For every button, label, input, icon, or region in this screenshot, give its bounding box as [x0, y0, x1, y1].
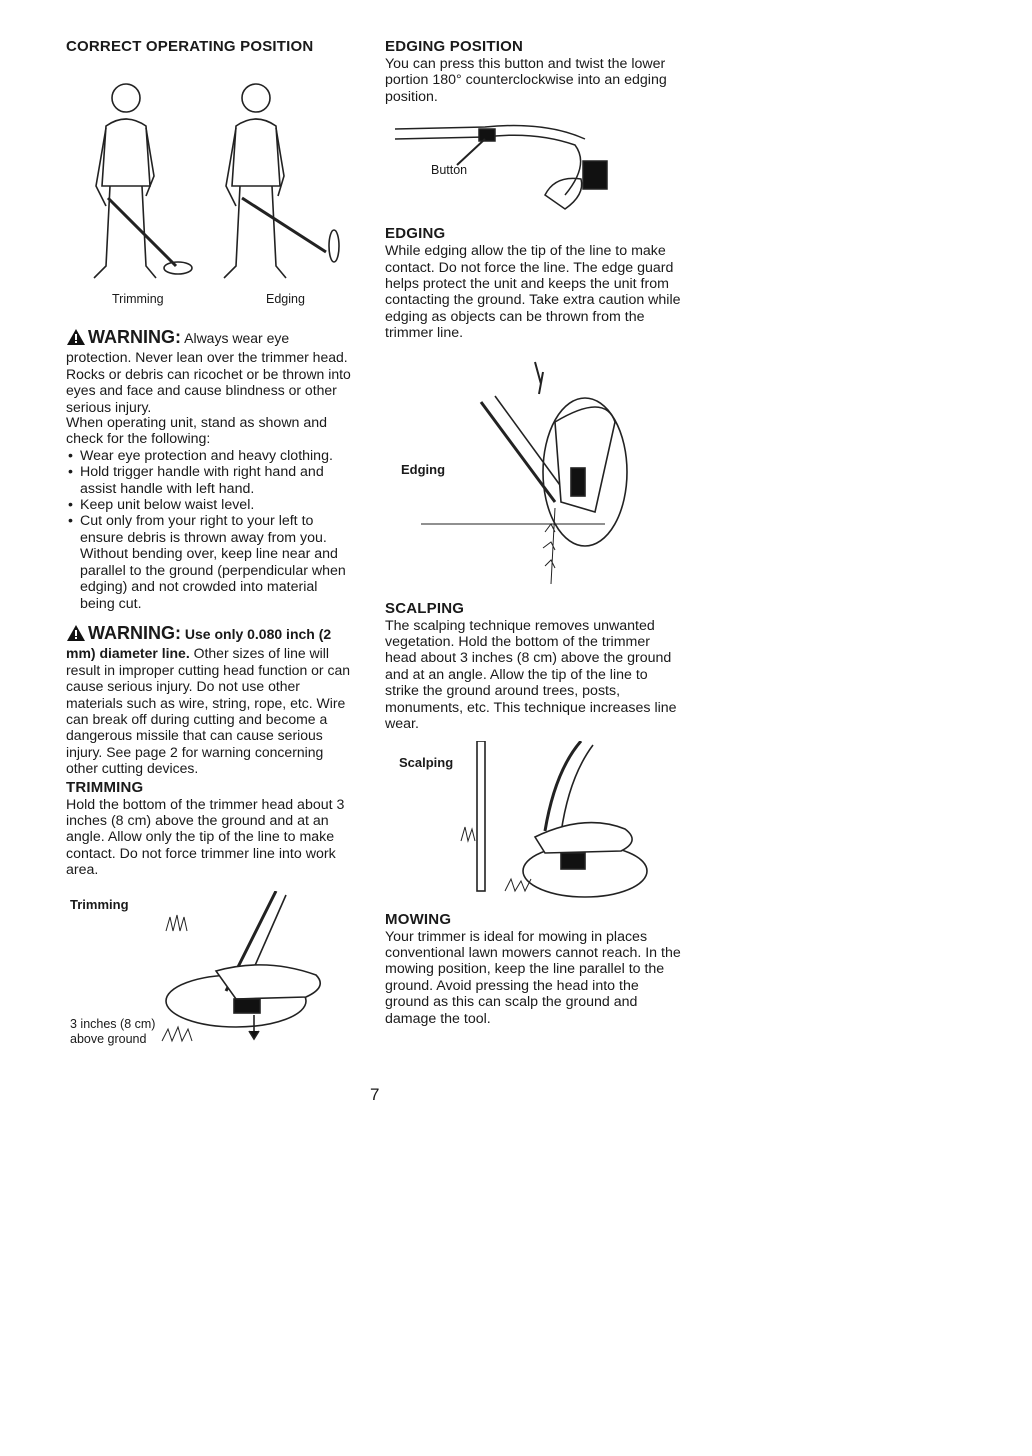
trimming-figure	[66, 891, 356, 1061]
trimming-figure-label: Trimming	[70, 896, 129, 912]
warning-triangle-icon	[66, 328, 86, 349]
trimming-note-2: above ground	[70, 1031, 147, 1046]
stand-text: When operating unit, stand as shown and check for the following:	[66, 415, 328, 448]
edging-figure	[385, 352, 685, 590]
warning-eye-protection	[66, 328, 356, 415]
operator-illustration	[66, 56, 356, 286]
left-column	[66, 38, 356, 1061]
edging-text: While edging allow the tip of the line to make contact. Do not force the line. The edge guard helps protect the unit and keeps the unit from contacting the ground. Take extra caution while edging as objects can be thrown from the trimmer line.	[385, 243, 681, 342]
scalping-text: The scalping technique removes unwanted vegetation. Hold the bottom of the trimmer head about 3 inches (8 cm) above the ground and at an angle. Allow the tip of the line to strike the ground around trees, posts, monuments, etc. This technique increases line wear.	[385, 617, 677, 733]
edging-figure-label: Edging	[401, 461, 446, 477]
edging-position-text: You can press this button and twist the lower portion 180° counterclockwise into an edging position.	[385, 56, 667, 105]
warning-text: Other sizes of line will result in improper cutting head function or can cause serious injury. Do not use other materials such as wire, string, rope, etc. Wire can break off during cutting and become a dangerous missile that can cause serious injury. See page 2 for warning concerning other cutting devices.	[66, 645, 351, 777]
warning-triangle-icon	[66, 624, 86, 645]
page-number: 7	[370, 1085, 380, 1104]
mowing-text: Your trimmer is ideal for mowing in places conventional lawn mowers cannot reach. In the mowing position, keep the line parallel to the ground. Avoid pressing the head into the ground as this can scalp the ground and damage the tool.	[385, 928, 681, 1027]
scalping-figure-label: Scalping	[399, 754, 454, 770]
scalping-figure	[385, 741, 685, 911]
button-illustration	[385, 105, 685, 225]
list-item: • Hold trigger handle with right hand and assist handle with left hand.	[66, 464, 356, 497]
heading-correct-operating-position: CORRECT OPERATING POSITION	[66, 38, 314, 55]
checklist	[66, 448, 356, 612]
warning-line-diameter	[66, 624, 356, 777]
heading-mowing: MOWING	[385, 910, 452, 928]
button-figure	[385, 105, 685, 225]
operating-position-figure	[66, 56, 356, 306]
list-item: • Cut only from your right to your left to ensure debris is thrown away from you. Without bending over, keep line near and parallel to the ground (perpendicular when edging) and not crowded into material being cut.	[66, 513, 356, 611]
trimming-note-1: 3 inches (8 cm)	[70, 1016, 156, 1031]
heading-edging: EDGING	[385, 225, 446, 243]
heading-trimming: TRIMMING	[66, 778, 144, 796]
list-item: • Keep unit below waist level.	[66, 497, 356, 513]
right-column	[385, 38, 685, 1027]
button-label: Button	[431, 163, 468, 178]
warning-bold-text: Use only 0.080 inch (2 mm) diameter line.	[66, 625, 332, 662]
heading-edging-position: EDGING POSITION	[385, 38, 524, 55]
list-item: • Wear eye protection and heavy clothing.	[66, 448, 356, 464]
caption-edging: Edging	[266, 292, 305, 306]
trimming-text: Hold the bottom of the trimmer head about 3 inches (8 cm) above the ground and at an angle. Allow only the tip of the line to make contact. Do not force trimmer line into work area.	[66, 796, 345, 879]
warning-tag: WARNING:	[88, 327, 181, 347]
warning-tag: WARNING:	[88, 622, 181, 643]
warning-text: Always wear eye protection. Never lean over the trimmer head. Rocks or debris can ricochet or be thrown into eyes and face and cause blindness or other serious injury.	[66, 330, 351, 415]
heading-scalping: SCALPING	[385, 599, 465, 617]
caption-trimming: Trimming	[112, 292, 164, 306]
